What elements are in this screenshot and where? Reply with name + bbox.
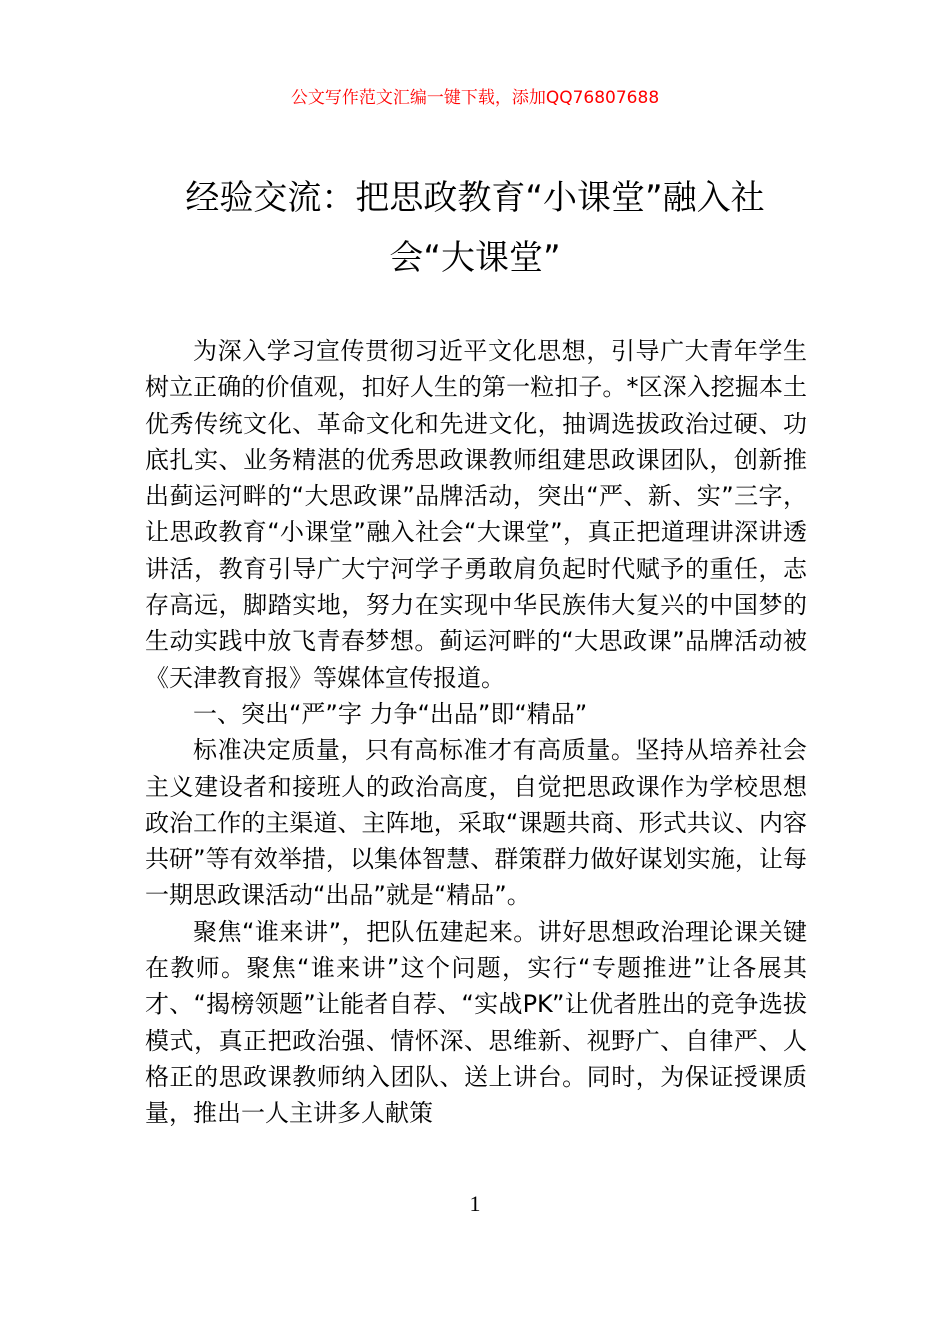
paragraph-intro: 为深入学习宣传贯彻习近平文化思想，引导广大青年学生树立正确的价值观，扣好人生的第一粒扣子。*区深入挖掘本土优秀传统文化、革命文化和先进文化，抽调选拔政治过硬、功底扎实、业务精湛的优秀思政课教师组建思政课团队，创新推出蓟运河畔的“大思政课”品牌活动，突出“严、新、实”三字，让思政教育“小课堂”融入社会“大课堂”，真正把道理讲深讲透讲活，教育引导广大宁河学子勇敢肩负起时代赋予的重任，志存高远，脚踏实地，努力在实现中华民族伟大复兴的中国梦的生动实践中放飞青春梦想。蓟运河畔的“大思政课”品牌活动被《天津教育报》等媒体宣传报道。 [145, 337, 807, 692]
title-line-2: 会“大课堂” [389, 238, 561, 278]
document-body [145, 333, 807, 1132]
paragraph-standards: 标准决定质量，只有高标准才有高质量。坚持从培养社会主义建设者和接班人的政治高度，自觉把思政课作为学校思想政治工作的主渠道、主阵地，采取“课题共商、形式共议、内容共研”等有效举措，以集体智慧、群策群力做好谋划实施，让每一期思政课活动“出品”就是“精品”。 [145, 736, 807, 910]
title-line-1: 经验交流：把思政教育“小课堂”融入社 [185, 178, 765, 218]
paragraph-who-teaches: 聚焦“谁来讲”，把队伍建起来。讲好思想政治理论课关键在教师。聚焦“谁来讲”这个问题，实行“专题推进”让各展其才、“揭榜领题”让能者自荐、“实战PK”让优者胜出的竞争选拔模式，真正把政治强、情怀深、思维新、视野广、自律严、人格正的思政课教师纳入团队、送上讲台。同时，为保证授课质量，推出一人主讲多人献策 [145, 917, 807, 1128]
document-title [150, 168, 800, 288]
section-heading-1: 一、突出“严”字 力争“出品”即“精品” [193, 699, 588, 728]
promo-banner[interactable]: 公文写作范文汇编一键下载，添加QQ76807688 [290, 88, 660, 108]
page-number: 1 [469, 1191, 481, 1216]
